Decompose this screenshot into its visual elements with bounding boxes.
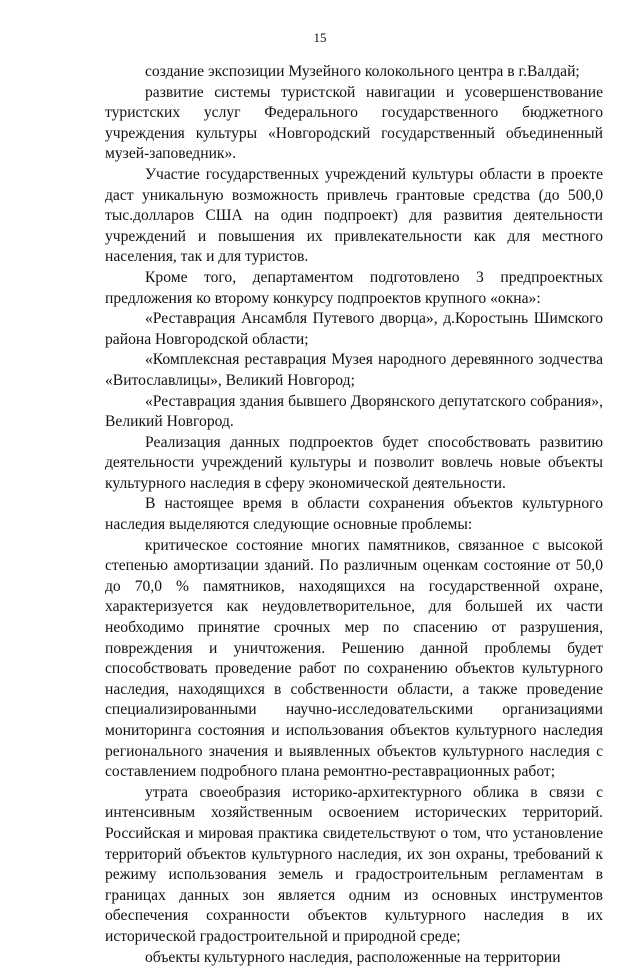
- paragraph-grant-participation: Участие государственных учреждений культуры области в проекте даст уникальную возможность привлечь грантовые средства (до 500,0 тыс.долларов США на один подпроект) для развития деятельности учреждений и повышения их привлекательности как для местного населения, так и для туристов.: [105, 165, 603, 266]
- paragraph-main-problems-intro: В настоящее время в области сохранения объектов культурного наследия выделяются следующие основные проблемы:: [105, 495, 603, 534]
- paragraph-problem-monument-condition: критическое состояние многих памятников, связанное с высокой степенью амортизации зданий. По различным оценкам состояние от 50,0 до 70,0 % памятников, находящихся на государственной охране, характеризуется как неудовлетворительное, для большей их части необходимо принятие срочных мер по спасению от разрушения, повреждения и уничтожения. Решению данной проблемы будет способствовать проведение работ по сохранению объектов культурного наследия, находящихся в собственности области, а также проведение специализированными научно-исследовательскими организациями мониторинга состояния и использования объектов культурного наследия регионального значения и выявленных объектов культурного наследия с составлением подробного плана ремонтно-реставрационных работ;: [105, 536, 603, 781]
- paragraph-proposal-noble-assembly: «Реставрация здания бывшего Дворянского депутатского собрания», Великий Новгород.: [105, 392, 603, 431]
- document-body: [105, 62, 603, 968]
- paragraph-proposal-vitoslavlitsy: «Комплексная реставрация Музея народного деревянного зодчества «Витославлицы», Великий Новгород;: [105, 351, 603, 389]
- paragraph-valdai-exposition: создание экспозиции Музейного колокольного центра в г.Валдай;: [145, 63, 580, 80]
- paragraph-problem-architectural-identity: утрата своеобразия историко-архитектурного облика в связи с интенсивным хозяйственным освоением исторических территорий. Российская и мировая практика свидетельствуют о том, что установление территорий объектов культурного наследия, их зон охраны, требований к режиму использования земель и градостроительным регламентам в границах данных зон является одним из основных инструментов обеспечения сохранности объектов культурного наследия в их исторической градостроительной и природной среде;: [105, 783, 603, 945]
- paragraph-subprojects-effect: Реализация данных подпроектов будет способствовать развитию деятельности учреждений культуры и позволит вовлечь новые объекты культурного наследия в сферу экономической деятельности.: [105, 433, 603, 492]
- paragraph-proposal-putevoy-palace: «Реставрация Ансамбля Путевого дворца», д.Коростынь Шимского района Новгородской области;: [105, 310, 603, 348]
- page-number: 15: [313, 30, 327, 45]
- paragraph-tourist-navigation: развитие системы туристской навигации и усовершенствование туристских услуг Федерального государственного бюджетного учреждения культуры «Новгородский государственный объединенный музей-заповедник».: [105, 83, 603, 163]
- paragraph-preproject-proposals: Кроме того, департаментом подготовлено 3 предпроектных предложения ко второму конкурсу подпроектов крупного «окна»:: [105, 268, 603, 307]
- paragraph-heritage-objects-territory: объекты культурного наследия, расположенные на территории: [145, 948, 561, 966]
